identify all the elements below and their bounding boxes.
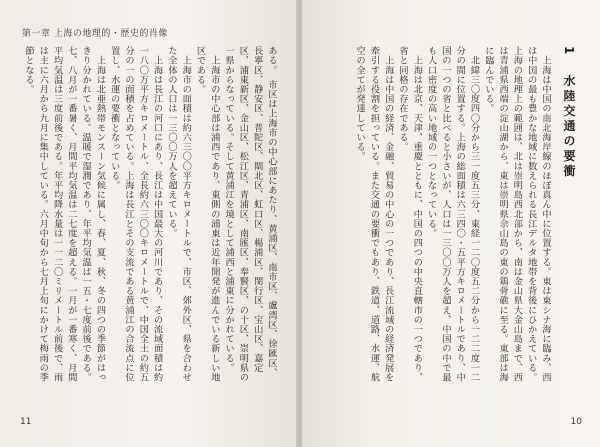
- section-heading: [561, 46, 578, 180]
- right-page-body-text: 上海は中国の南北海岸線のほぼ真ん中に位置する。東は東シナ海に臨み、西は中国の最も豊かな地域に数えられる長江デルタ地帯を背後にひかえている。上海の地理上の範囲は、北は崇明島西北部から、南は金山県大金山島まで、西は青浦県西端の淀山湖から、東は崇明県佘山島の東の鶏骨礁に至る。東部は海に臨んでいる。 北緯三〇度四〇分から三一度五三分、東経一二〇度五二分から一二二度一二分の間に位置する。上海の総面積は六三四〇・五平方キロメートルであり、中国の一つの省と比べると小さいが、人口は一三〇〇万人を超え、中国の中で最も人口密度の高い地域の一つとなっている。 上海は北京、天津、重慶とともに、中国の四つの中央直轄市の一つであり、省と同格の存在である。 上海は中国の経済、金融、貿易の中心の一つであり、長江流域の経済発展を牽引する役割を担っている。また交通の要衝でもあり、鉄道、道路、水運、航空の全てが発達している。: [354, 46, 551, 382]
- left-page-body-text: ある。 市区は上海市の中心部にあたり、黄浦区、南市区、盧湾区、徐匯区、長寧区、静安区、普陀区、閘北区、虹口区、楊浦区、閔行区、宝山区、嘉定区、浦東新区、金山区、松江区、青浦区、南匯区、奉賢区、の十区、崇明県の一県からなっている。そして黄浦江を境として浦西と浦東に分かれている。 上海市の中心部は浦西であり、東側の浦東は近年開発が進んでいる新しい地区である。 上海市の面積は約六三〇〇平方キロメートルで、市区、郊外区、県を合わせた全体の人口は一三〇〇万人を超えている。 上海は長江の河口にあり、長江は中国最大の河川であり、その流域面積は約一八〇万平方キロメートル、全長約六三〇〇キロメートルで、中国全土の約五分の一の面積を占めている。上海は長江とその支流である黄浦江の合流点に位置し、水運の要衝となっている。 上海は北亜熱帯モンスーン気候に属し、春、夏、秋、冬の四つの季節がはっきり分かれている。温暖で湿潤であり、年平均気温は一五・七度前後である。七、八月が一番暑く、月間平均気温は二七度を超える。一月が一番寒く、月間平均気温は三度前後である。年平均降水量は一一二〇ミリメートル前後で、雨は主に六月から九月に集中している。六月中旬から七月上旬にかけて梅雨の季節となる。: [22, 46, 277, 382]
- right-page: [302, 0, 600, 447]
- section-number: 1: [562, 46, 576, 58]
- left-page-number: 11: [20, 417, 32, 427]
- running-head: 第一章 上海の地理的・歴史的肖像: [22, 29, 168, 39]
- section-title: 水陸交通の要衝: [562, 74, 576, 180]
- left-page: [0, 0, 298, 447]
- right-page-number: 10: [570, 417, 582, 427]
